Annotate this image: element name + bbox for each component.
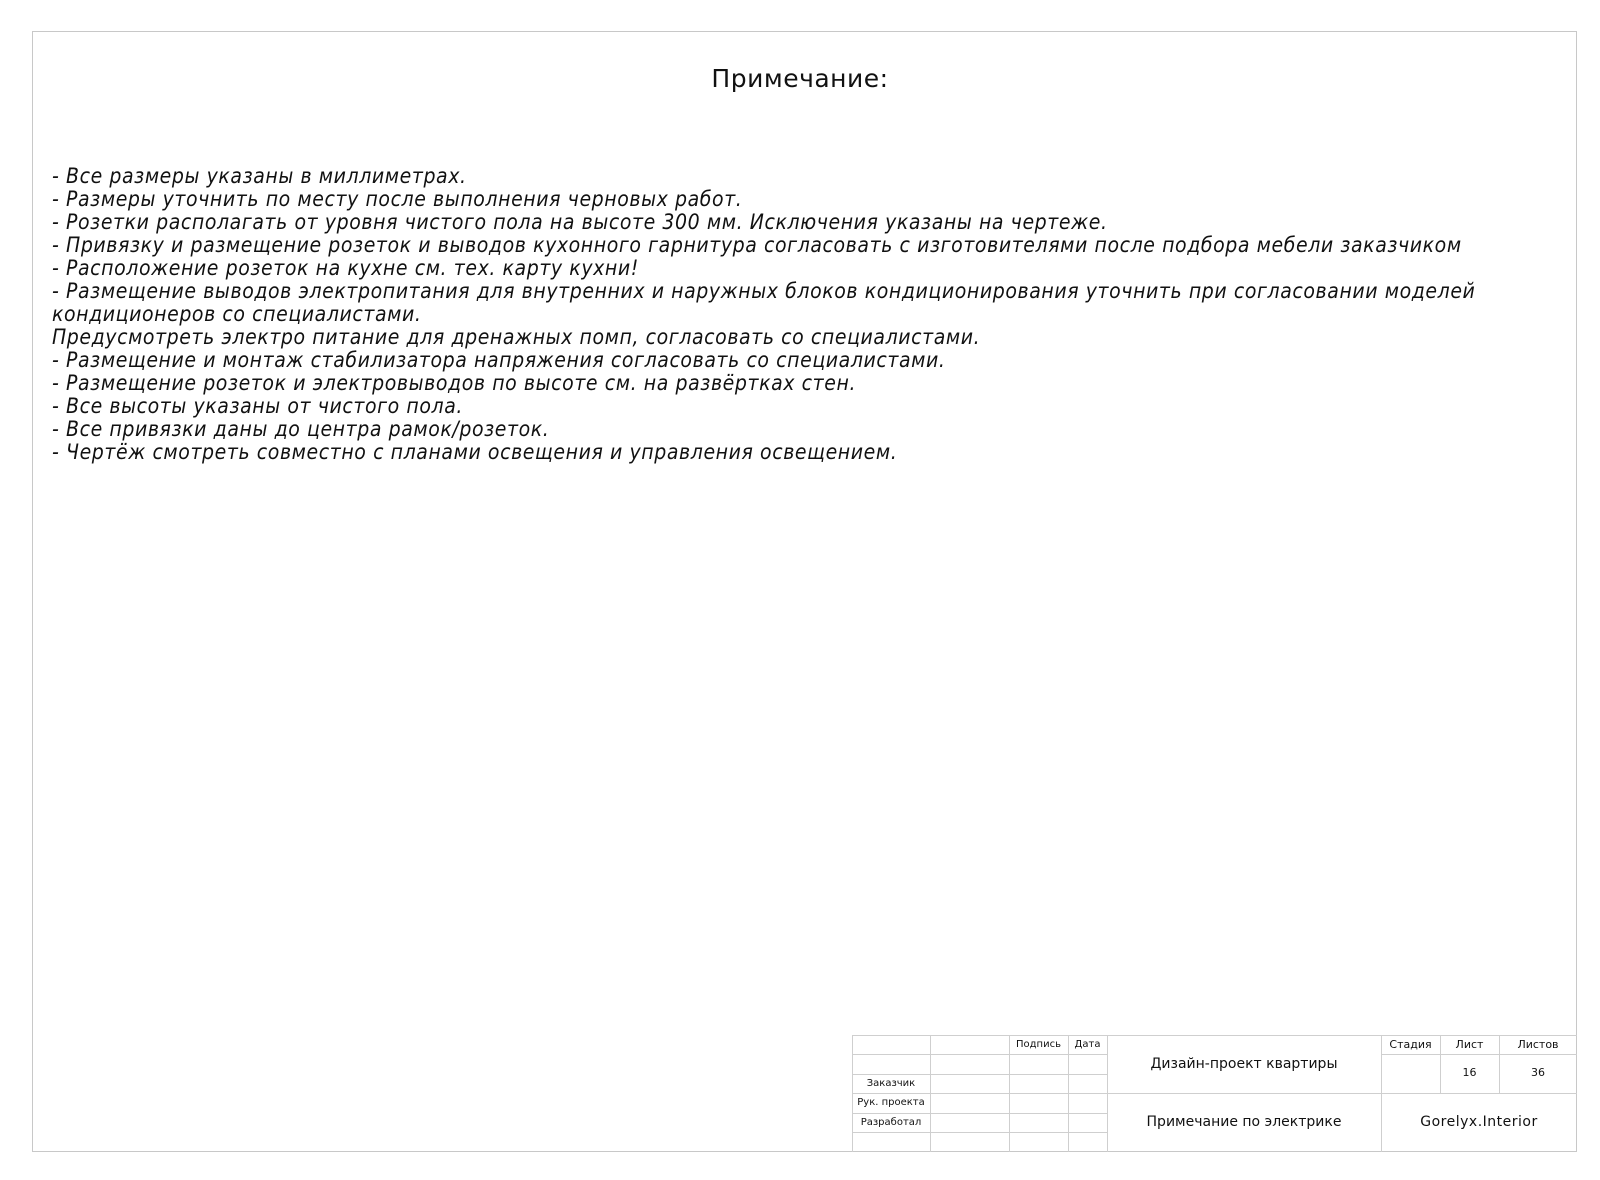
note-item: - Привязку и размещение розеток и выводов кухонного гарнитура согласовать с изготовителями после подбора мебели заказчиком [52,233,1462,257]
note-item: - Размеры уточнить по месту после выполнения черновых работ. [52,187,743,211]
title-block [852,1035,1577,1152]
project-lead-label: Рук. проекта [857,1097,925,1108]
project-name: Дизайн-проект квартиры [1150,1056,1338,1072]
grid-line [1009,1035,1010,1152]
grid-line [1107,1093,1577,1094]
grid-line [1381,1035,1382,1152]
note-item: - Размещение розеток и электровыводов по высоте см. на развёртках стен. [52,371,857,395]
note-item: - Чертёж смотреть совместно с планами освещения и управления освещением. [52,440,898,464]
title-block-border [852,1035,1577,1036]
date-column-label: Дата [1074,1039,1101,1050]
sheets-total: 36 [1531,1066,1545,1079]
note-item: - Все размеры указаны в миллиметрах. [52,164,467,188]
developer-label: Разработал [860,1117,922,1128]
note-item: - Все высоты указаны от чистого пола. [52,394,463,418]
grid-line [930,1035,931,1152]
note-item: Предусмотреть электро питание для дренажных помп, согласовать со специалистами. [52,325,981,349]
sheet-number: 16 [1462,1066,1477,1079]
notes-title: Примечание: [711,64,889,93]
sheet-label: Лист [1455,1038,1484,1051]
grid-line [1381,1054,1577,1055]
signature-column-label: Подпись [1016,1039,1061,1050]
note-item: - Размещение выводов электропитания для внутренних и наружных блоков кондиционирования уточнить при согласовании моделей кондиционеров со специалистами. [52,279,1483,326]
note-item: - Розетки располагать от уровня чистого пола на высоте 300 мм. Исключения указаны на чертеже. [52,210,1108,234]
note-item: - Размещение и монтаж стабилизатора напряжения согласовать со специалистами. [52,348,946,372]
sheets-label: Листов [1517,1038,1559,1051]
stage-label: Стадия [1389,1038,1432,1051]
note-item: - Все привязки даны до центра рамок/розеток. [52,417,550,441]
company-name: Gorelyx.Interior [1420,1114,1538,1130]
notes-list [52,165,1542,464]
grid-line [1068,1035,1069,1152]
sheet-name: Примечание по электрике [1146,1114,1342,1130]
note-item: - Расположение розеток на кухне см. тех. карту кухни! [52,256,639,280]
customer-label: Заказчик [866,1078,916,1089]
